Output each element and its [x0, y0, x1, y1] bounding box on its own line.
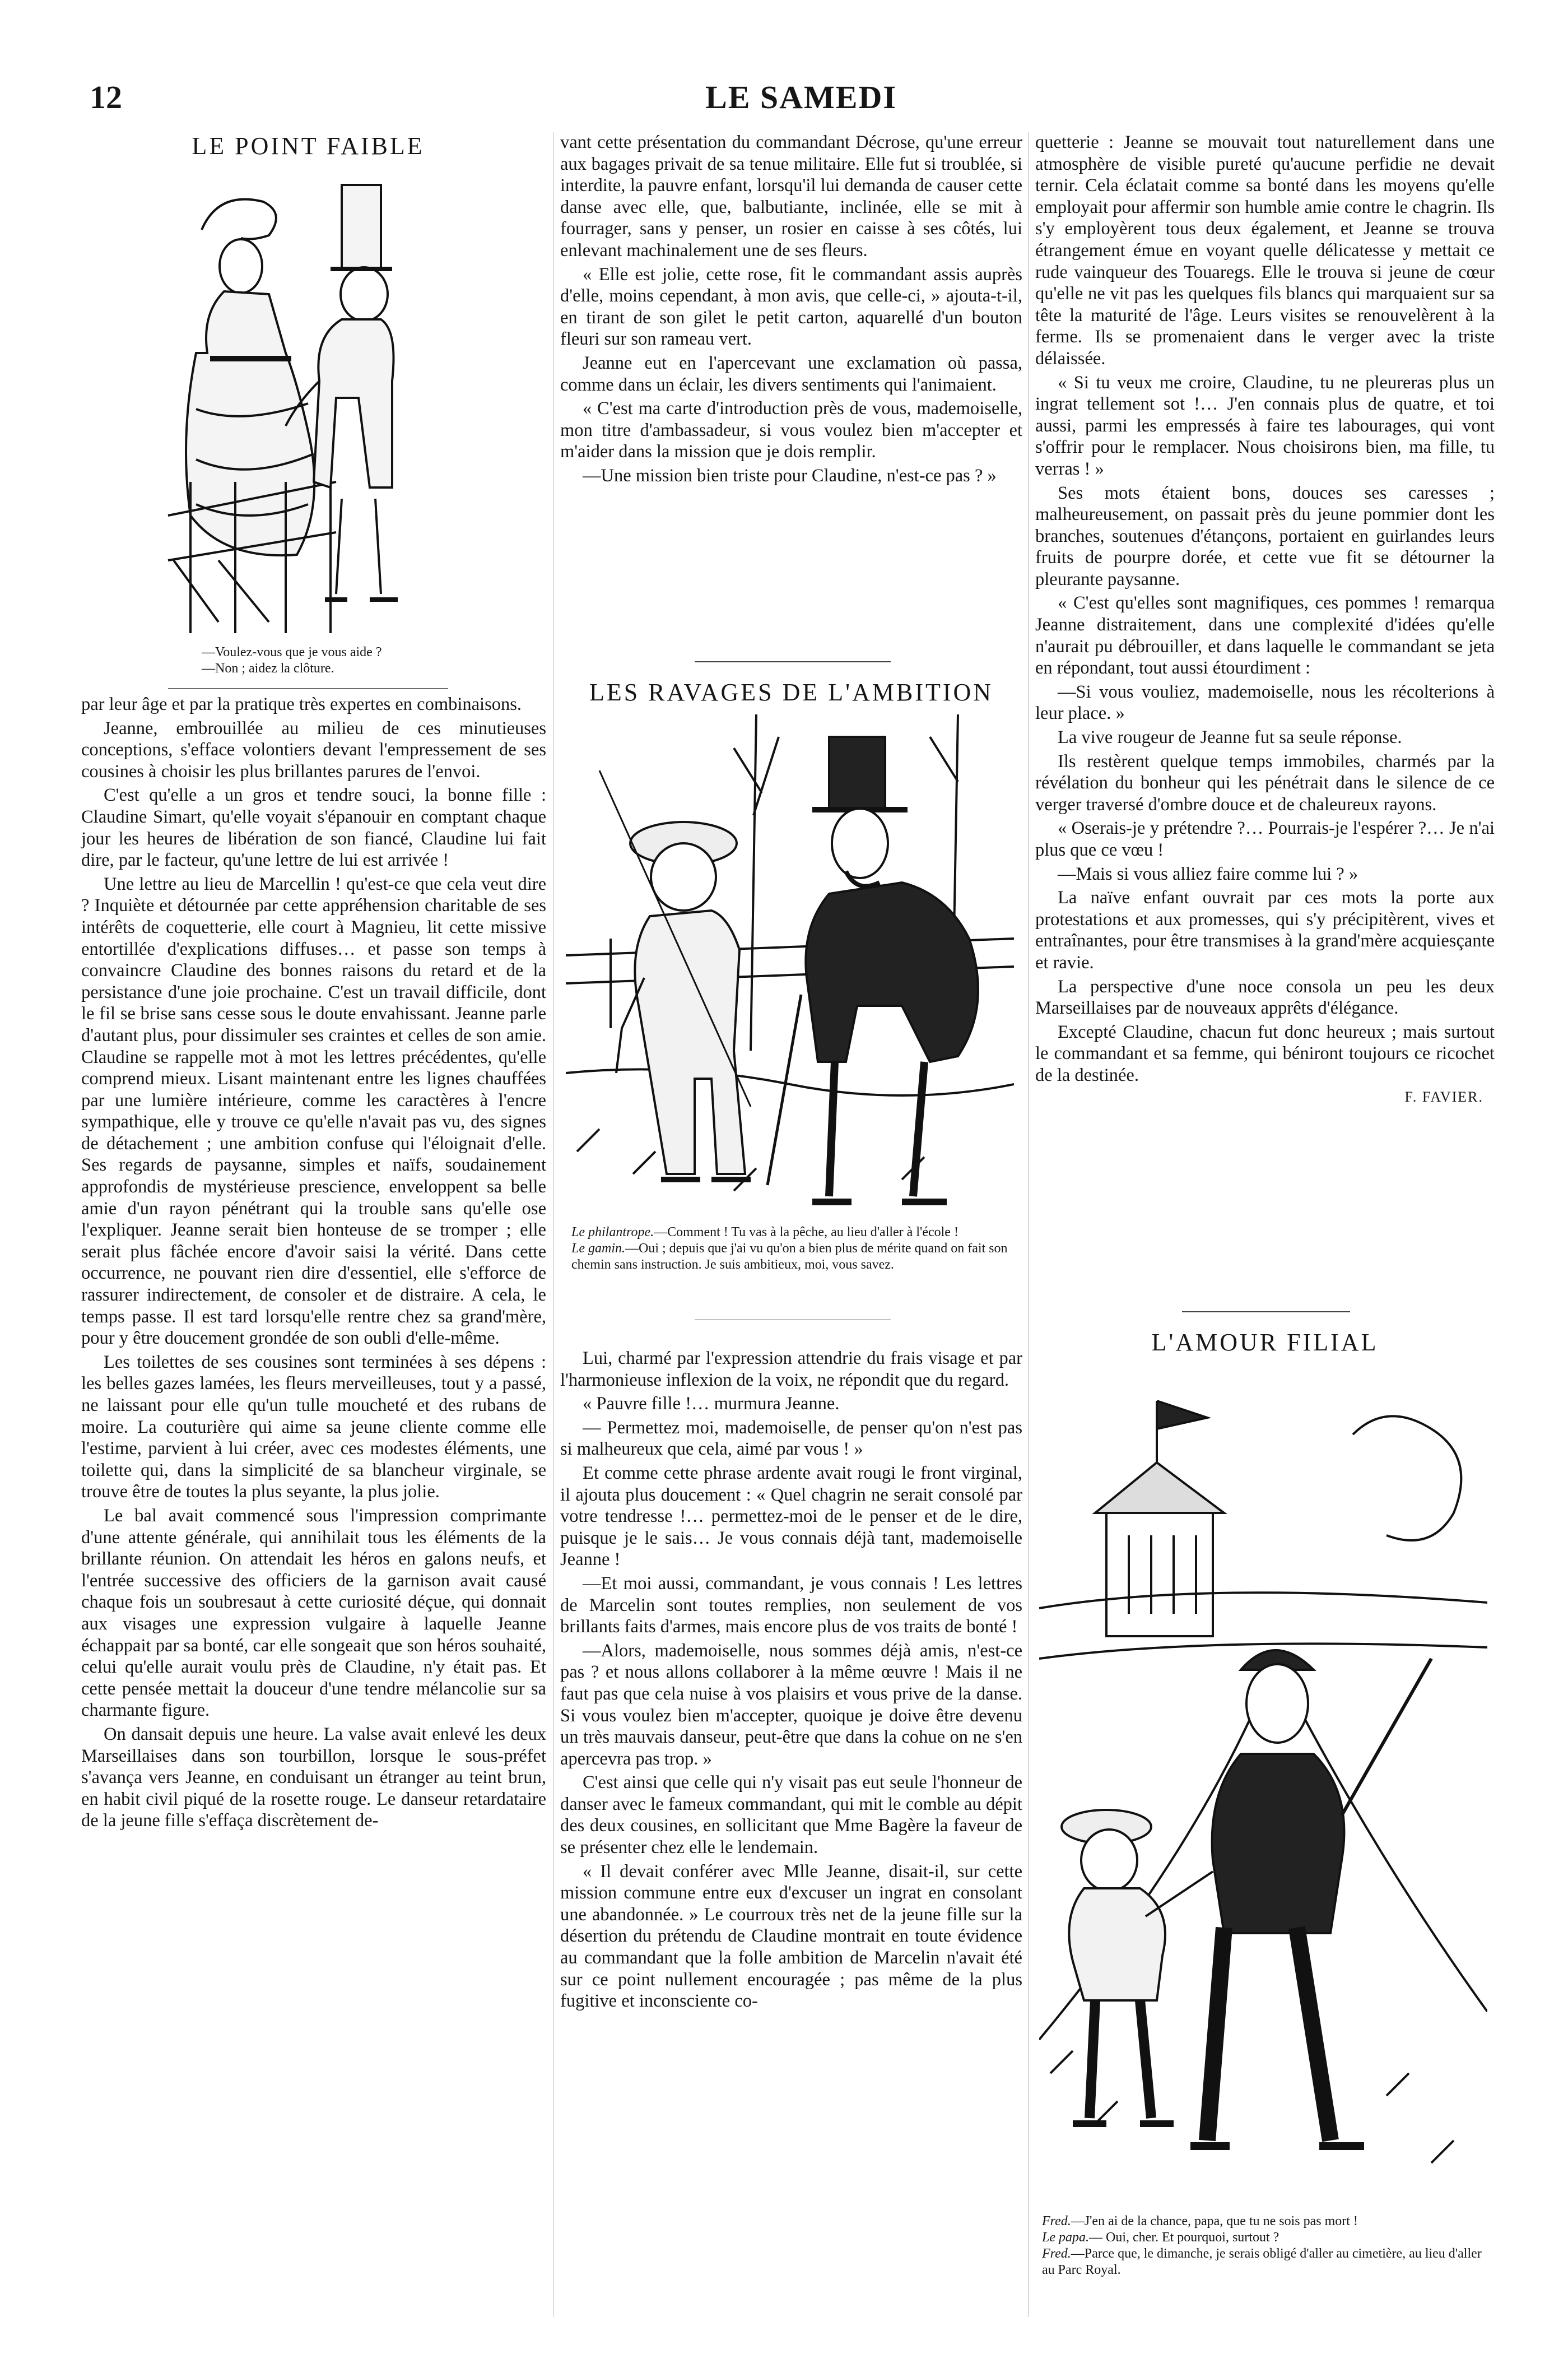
- paragraph: « Il devait conférer avec Mlle Jeanne, disait-il, sur cette mission commune entre eux d'excuser un ingrat en consolant une abandonnée. » Le courroux très net de la jeune fille sur la désertion du prétendu de Claudine montrait en toute évidence au commandant que la folle ambition de Marcelin n'avait été sur ce point nullement encouragée ; pas même de la plus fugitive et inconsciente co-: [560, 1861, 1022, 2012]
- paragraph: Excepté Claudine, chacun fut donc heureux ; mais surtout le commandant et sa femme, qui béniront toujours ce ricochet de la destinée.: [1035, 1022, 1495, 1085]
- column-2-heading: [560, 678, 1022, 707]
- paragraph: « Pauvre fille !… murmura Jeanne.: [583, 1394, 840, 1414]
- father-and-son-drawing: [1039, 1367, 1487, 2208]
- caption-text: —Comment ! Tu vas à la pêche, au lieu d'aller à l'école !: [654, 1225, 959, 1239]
- speaker: Le gamin.: [571, 1241, 625, 1256]
- column-3-heading: [1035, 1328, 1495, 1357]
- divider: [1182, 1311, 1350, 1312]
- heading-l-amour-filial: L'AMOUR FILIAL: [1151, 1329, 1379, 1356]
- paragraph: Et comme cette phrase ardente avait rougi le front virginal, il ajouta plus doucement : « Quel chagrin ne serait consolé par votre tendresse !… permettez-moi de le penser et de le dire, puisque je le sais… Je vous connais déjà tant, mademoiselle Jeanne !: [560, 1462, 1022, 1570]
- paragraph: quetterie : Jeanne se mouvait tout naturellement dans une atmosphère de visible pureté qu'aucune perfidie ne devait ternir. Cela éclatait comme sa bonté dans les moyens qu'elle employait pour affermir son humble amie contre le chagrin. Ils s'y employèrent tous deux également, et Jeanne se trouva étrangement émue en voyant quelle délicatesse y mettait ce rude vainqueur des Touaregs. Elle le trouva si jeune de cœur qu'elle ne vit pas les quelques fils blancs qui marquaient sur sa tête la maturité de l'âge. Leurs visites se renouvelèrent à la ferme. Ils se promenaient dans le verger avec la triste délaissée.: [1035, 132, 1495, 369]
- caption-line: —Non ; aidez la clôture.: [202, 661, 334, 676]
- caption-line: [1042, 2230, 1490, 2246]
- caption-line: [571, 1241, 1014, 1273]
- page-number: 12: [90, 79, 122, 115]
- caption-text: —Parce que, le dimanche, je serais obligé d'aller au cimetière, au lieu d'aller au Parc Royal.: [1042, 2246, 1482, 2277]
- speaker: Fred.: [1042, 2214, 1071, 2228]
- paragraph: C'est qu'elle a un gros et tendre souci, la bonne fille : Claudine Simart, qu'elle voyait s'épanouir en comptant chaque jour les heures de libération de son fiancé, Claudine lui fait dire, par le facteur, qu'une lettre de lui est arrivée !: [81, 785, 546, 871]
- heading-les-ravages-de-l-ambition: LES RAVAGES DE L'AMBITION: [589, 679, 994, 706]
- paragraph: —Et moi aussi, commandant, je vous connais ! Les lettres de Marcelin sont toutes remplies, non seulement de vos brillants faits d'armes, mais encore plus de vos traits de bonté !: [560, 1573, 1022, 1637]
- caption-text: — Oui, cher. Et pourquoi, surtout ?: [1089, 2230, 1279, 2245]
- paragraph: —Mais si vous alliez faire comme lui ? »: [1058, 863, 1358, 884]
- paragraph: On dansait depuis une heure. La valse avait enlevé les deux Marseillaises dans son tourbillon, lorsque le sous-préfet s'avança vers Jeanne, en conduisant un étranger au teint brun, en habit civil piqué de la rosette rouge. Le danseur retardataire de la jeune fille s'effaça discrètement de-: [81, 1724, 546, 1831]
- paragraph: « Oserais-je y prétendre ?… Pourrais-je l'espérer ?… Je n'ai plus que ce vœu !: [1035, 818, 1495, 860]
- couple-at-fence-drawing: [157, 168, 471, 633]
- illustration-le-point-faible: [157, 168, 471, 633]
- paragraph: Le bal avait commencé sous l'impression comprimante d'une attente générale, qui annihilait tous les éléments de la brillante réunion. On attendait les héros en galons neufs, et l'entrée successive des officiers de la garnison avait causé chaque fois un soubresaut à cette curiosité déçue, qui donnait aux visages une expression vulgaire à laquelle Jeanne échappait par sa bonté, car elle songeait que son héros souhaité, celui qu'elle aurait voulu près de Claudine, n'y était pas. Et cette pensée mettait la douceur d'une tendre mélancolie sur sa charmante figure.: [81, 1505, 546, 1721]
- paragraph: Jeanne, embrouillée au milieu de ces minutieuses conceptions, s'efface volontiers devant l'empressement de ses cousines à choisir les plus brillantes parures de l'envoi.: [81, 718, 546, 782]
- paragraph: « Elle est jolie, cette rose, fit le commandant assis auprès d'elle, moins cependant, à mon avis, que celle-ci, » ajouta-t-il, en tirant de son gilet le petit carton, aquarellé d'un bouton fleuri sur son rameau vert.: [560, 264, 1022, 350]
- paragraph: vant cette présentation du commandant Décrose, qu'une erreur aux bagages privait de sa tenue militaire. Elle fut si troublée, si interdite, la pauvre enfant, lorsqu'il lui demanda de causer cette danse avec elle, que, balbutiante, inclinée, elle se mit à fourrager, sans y penser, un rosier en caisse à ses côtés, lui enlevant machinalement une de ses fleurs.: [560, 132, 1022, 261]
- column-2-text-bottom: [560, 1348, 1022, 2014]
- paragraph: La vive rougeur de Jeanne fut sa seule réponse.: [1058, 727, 1402, 748]
- column-1-caption: [202, 644, 482, 677]
- paragraph: La naïve enfant ouvrait par ces mots la porte aux protestations et aux promesses, qui s'y précipitèrent, vives et entraînantes, pour être transmises à la grand'mère acquiesçante et ravie.: [1035, 888, 1495, 973]
- paragraph: Une lettre au lieu de Marcellin ! qu'est-ce que cela veut dire ? Inquiète et détournée par cette appréhension charitable de ses intérêts de coquetterie, elle court à Magnieu, lit cette missive entortillée d'explications diffuses… et passe son temps à convaincre Claudine des bonnes raisons du retard et de la persistance d'une joie prochaine. C'est un travail difficile, dont le fil se brise sans cesse sous le doute envahissant. Jeanne parle d'autant plus, pour dissimuler ses craintes et celles de son amie. Claudine se rappelle mot à mot les lettres précédentes, qu'elle comprend mieux. Lisant maintenant entre les lignes chauffées par une lumière intérieure, comme les caractères à l'encre sympathique, elle y trouve ce qu'elle n'avait pas vu, des signes de détachement ; une ambition confuse qui l'éloignait d'elle. Ses regards de paysanne, simples et naïfs, soudainement approfondis de mystérieuse prescience, enveloppent sa belle amie d'un rayon pénétrant qui la trouble sans qu'elle ose l'expliquer. Jeanne serait bien honteuse de se tromper ; elle serait plus fâchée encore d'avoir saisi la vérité. Dans cette occurrence, ne pouvant rien dire d'essentiel, elle s'efforce de rassurer indirectement, de consoler et de distraire. A cela, le temps passe. Il est tard lorsqu'elle rentre chez sa grand'mère, pour y être doucement grondée de son oubli d'elle-même.: [81, 874, 546, 1349]
- paragraph: Ils restèrent quelque temps immobiles, charmés par la révélation du bonheur qui les pénétrait dans le silence de ce verger traversé d'ombre douce et de chaleureux rayons.: [1035, 751, 1495, 815]
- column-2-caption: [571, 1224, 1014, 1273]
- column-1: [84, 132, 532, 160]
- paragraph: — Permettez moi, mademoiselle, de penser qu'on n'est pas si malheureux que cela, aimé par vous ! »: [560, 1417, 1022, 1460]
- speaker: Fred.: [1042, 2246, 1071, 2261]
- caption-line: —Voulez-vous que je vous aide ?: [202, 645, 382, 660]
- paragraph: Les toilettes de ses cousines sont terminées à ses dépens : les belles gazes lamées, les fleurs merveilleuses, tout y a passé, ne laissant pour elle qu'un tulle moucheté et des rubans de moire. La couturière qui aime sa jeune cliente comme elle l'estime, parvient à lui créer, avec ces modestes éléments, une toilette qui, dans la simplicité de sa blancheur virginale, se trouve être de toutes la plus seyante, la plus jolie.: [81, 1352, 546, 1502]
- divider: [695, 661, 891, 662]
- paragraph: « C'est ma carte d'introduction près de vous, mademoiselle, mon titre d'ambassadeur, si vous voulez bien m'accepter et m'aider dans la mission que je dois remplir.: [560, 398, 1022, 462]
- caption-line: [571, 1224, 1014, 1241]
- paragraph: « C'est qu'elles sont magnifiques, ces pommes ! remarqua Jeanne distraitement, dans une complexité d'idées qu'elle n'aurait pu débrouiller, et dans laquelle le commandant se jeta en répondant, tout aussi étourdiment :: [1035, 593, 1495, 679]
- caption-text: —J'en ai de la chance, papa, que tu ne sois pas mort !: [1071, 2214, 1358, 2228]
- paragraph: La perspective d'une noce consola un peu les deux Marseillaises par de nouveaux apprêts d'élégance.: [1035, 976, 1495, 1019]
- illustration-les-ravages: [566, 714, 1014, 1219]
- paragraph: —Une mission bien triste pour Claudine, n'est-ce pas ? »: [583, 465, 997, 486]
- speaker: Le philantrope.: [571, 1225, 654, 1239]
- paragraph: « Si tu veux me croire, Claudine, tu ne pleureras plus un ingrat tellement sot !… J'en connais plus de quatre, et toi aussi, parmi les empressés à faire tes labourages, qui vont s'offrir pour le remplacer. Nous choisirons bien, ma fille, tu verras ! »: [1035, 372, 1495, 479]
- column-rule: [1028, 132, 1029, 2317]
- paragraph: Lui, charmé par l'expression attendrie du frais visage et par l'harmonieuse inflexion de la voix, ne répondit que du regard.: [560, 1348, 1022, 1390]
- paragraph: —Alors, mademoiselle, nous sommes déjà amis, n'est-ce pas ? et nous allons collaborer à la même œuvre ! Mais il ne faut pas que cela nuise à vos plaisirs et vous prive de la danse. Si vous voulez bien m'accepter, quoique je doive être devenu un très mauvais danseur, peut-être que dans la cohue on ne s'en apercevra pas trop. »: [560, 1640, 1022, 1769]
- paragraph: Jeanne eut en l'apercevant une exclamation où passa, comme dans un éclair, les divers sentiments qui l'animaient.: [560, 352, 1022, 395]
- speaker: Le papa.: [1042, 2230, 1089, 2245]
- paragraph: —Si vous vouliez, mademoiselle, nous les récolterions à leur place. »: [1035, 681, 1495, 724]
- journal-title: LE SAMEDI: [705, 79, 897, 115]
- column-3-text: [1035, 132, 1495, 1106]
- column-2-text-top: [560, 132, 1022, 489]
- paragraph: C'est ainsi que celle qui n'y visait pas eut seule l'honneur de danser avec le fameux commandant, qui mit le comble au dépit des deux cousines, en sollicitant que Mme Bagère la faveur de se présenter chez elle le lendemain.: [560, 1772, 1022, 1858]
- philanthropist-and-boy-drawing: [566, 714, 1014, 1219]
- caption-line: [1042, 2246, 1490, 2278]
- heading-le-point-faible: LE POINT FAIBLE: [192, 132, 425, 160]
- caption-text: —Oui ; depuis que j'ai vu qu'on a bien plus de mérite quand on fait son chemin sans instruction. Je suis ambitieux, moi, vous savez.: [571, 1241, 1008, 1272]
- paragraph: par leur âge et par la pratique très expertes en combinaisons.: [81, 694, 522, 714]
- illustration-l-amour-filial: [1039, 1367, 1487, 2208]
- column-3-caption: [1042, 2213, 1490, 2278]
- paragraph: Ses mots étaient bons, douces ses caresses ; malheureusement, on passait près du jeune pommier dont les branches, soutenues d'étançons, portaient en guirlandes leurs fruits de pourpre dorée, et cette vue fit se détourner la pleurante paysanne.: [1035, 482, 1495, 589]
- column-1-text: [81, 694, 546, 1834]
- divider: [168, 688, 448, 689]
- caption-line: [1042, 2213, 1490, 2230]
- signature: F. FAVIER.: [1404, 1088, 1483, 1105]
